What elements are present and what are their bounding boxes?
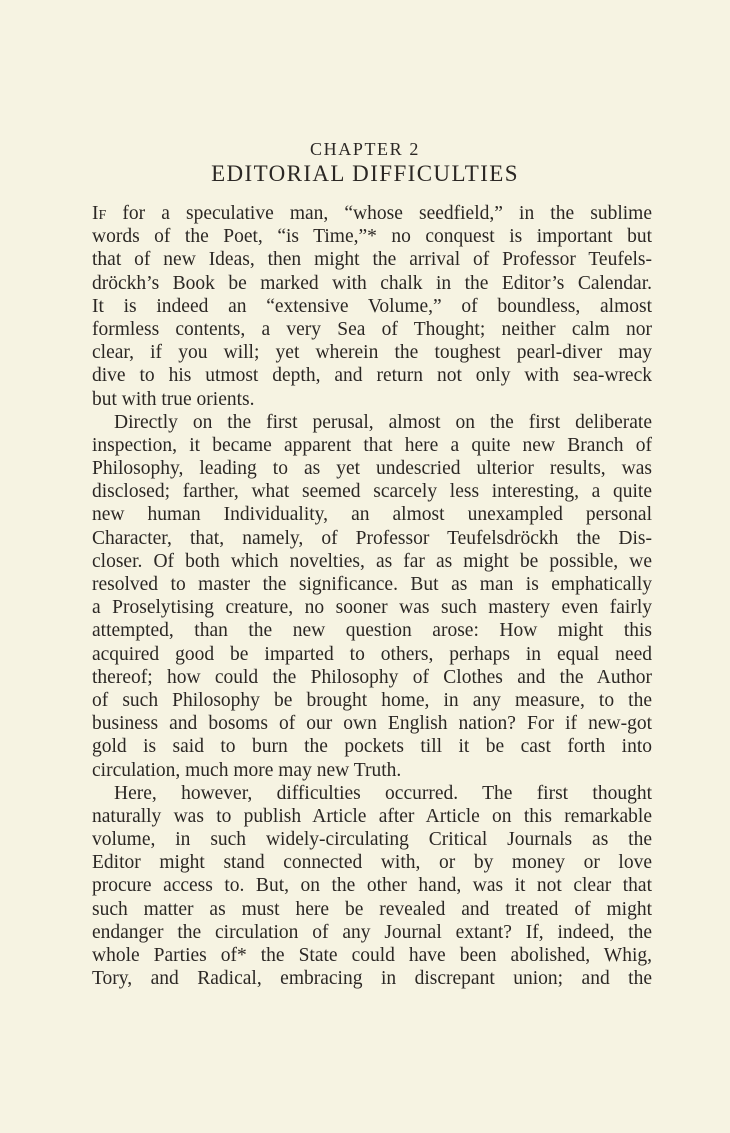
text-line: clear, if you will; yet wherein the toughest pearl-diver may: [92, 342, 652, 364]
text-line: that of new Ideas, then might the arrival of Professor Teufels-: [92, 249, 652, 271]
text-line: naturally was to publish Article after Article on this remarkable: [92, 805, 652, 827]
text-line: acquired good be imparted to others, perhaps in equal need: [92, 643, 652, 665]
text-line: closer. Of both which novelties, as far as might be possible, we: [92, 550, 652, 572]
text-line: endanger the circulation of any Journal extant? If, indeed, the: [92, 921, 652, 943]
paragraph: [92, 782, 652, 991]
text-line: procure access to. But, on the other hand, was it not clear that: [92, 875, 652, 897]
text-line: whole Parties of* the State could have been abolished, Whig,: [92, 945, 652, 966]
paragraph: [92, 411, 652, 782]
text-line: formless contents, a very Sea of Thought; neither calm nor: [92, 318, 652, 340]
body-text: [92, 202, 652, 990]
text-line: circulation, much more may new Truth.: [92, 759, 402, 781]
text-line: Editor might stand connected with, or by money or love: [92, 852, 652, 874]
text-line: If for a speculative man, “whose seedfield,” in the sublime: [92, 203, 652, 224]
text-line: Philosophy, leading to as yet undescried ulterior results, was: [92, 458, 652, 480]
text-line: such matter as must here be revealed and treated of might: [92, 898, 652, 920]
text-line: thereof; how could the Philosophy of Clothes and the Author: [92, 666, 652, 688]
text-line: attempted, than the new question arose: How might this: [92, 620, 652, 642]
text-line: dive to his utmost depth, and return not only with sea-wreck: [92, 365, 652, 387]
text-line: Here, however, difficulties occurred. The first thought: [114, 782, 652, 804]
text-line: of such Philosophy be brought home, in any measure, to the: [92, 689, 652, 711]
text-line: volume, in such widely-circulating Critical Journals as the: [92, 829, 652, 851]
text-line: a Proselytising creature, no sooner was such mastery even fairly: [92, 597, 652, 619]
text-line: business and bosoms of our own English nation? For if new-got: [92, 713, 652, 735]
text-line: new human Individuality, an almost unexampled personal: [92, 504, 652, 526]
text-line: gold is said to burn the pockets till it be cast forth into: [92, 736, 652, 758]
text-line: resolved to master the significance. But as man is emphatically: [92, 574, 652, 595]
text-line: words of the Poet, “is Time,”* no conquest is important but: [92, 226, 652, 248]
text-line: Directly on the first perusal, almost on the first deliberate: [114, 411, 652, 433]
chapter-number: CHAPTER 2: [310, 139, 420, 159]
chapter-title: EDITORIAL DIFFICULTIES: [211, 161, 519, 186]
text-line: dröckh’s Book be marked with chalk in the Editor’s Calendar.: [92, 272, 652, 294]
text-line: Tory, and Radical, embracing in discrepant union; and the: [92, 968, 652, 990]
text-line: It is indeed an “extensive Volume,” of boundless, almost: [92, 295, 652, 317]
text-line: disclosed; farther, what seemed scarcely less interesting, a quite: [92, 481, 652, 503]
text-line: inspection, it became apparent that here a quite new Branch of: [92, 434, 652, 456]
text-line: Character, that, namely, of Professor Teufelsdröckh the Dis-: [92, 527, 652, 549]
paragraph: [92, 202, 652, 411]
text-line: but with true orients.: [92, 388, 255, 410]
